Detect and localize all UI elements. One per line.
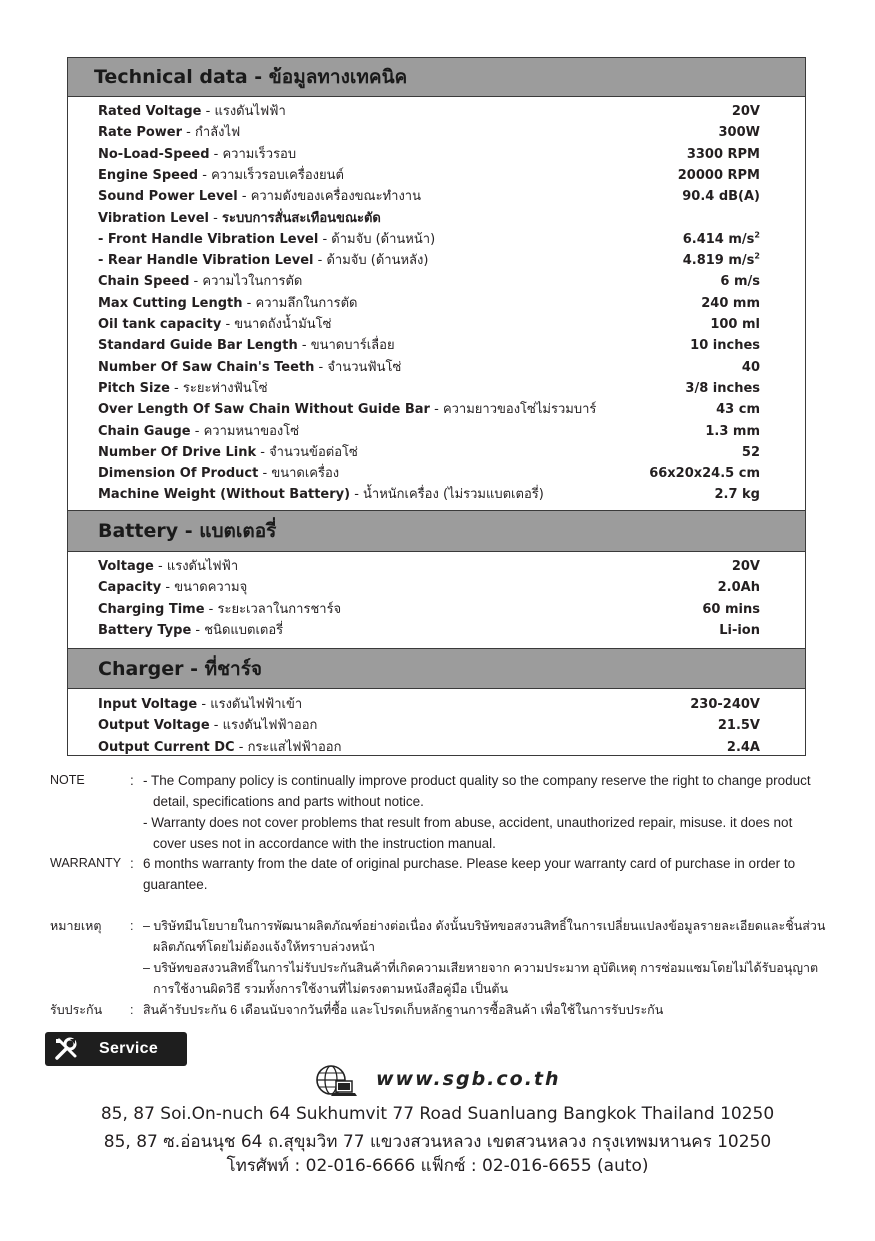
technical-data-header [68,58,805,97]
spec-label-en: Output Voltage [98,718,210,734]
spec-row [98,250,760,271]
spec-row [98,399,760,420]
spec-label-sep: - [201,104,215,119]
spec-label [98,101,286,122]
spec-label-sep: - [234,739,248,755]
address-thai: 85, 87 ซ.อ่อนนุช 64 ถ.สุขุมวิท 77 แขวงสวนหลวง เขตสวนหลวง กรุงเทพมหานคร 10250 [103,1132,772,1152]
spec-row [98,357,760,378]
spec-value-text: 20V [731,559,760,574]
spec-label-en: Over Length Of Saw Chain Without Guide Bar [98,402,430,418]
spec-label-sep: - [314,359,328,375]
spec-value-text: 52 [741,444,760,460]
spec-label-en: Voltage [98,559,154,574]
spec-label [98,399,596,420]
battery-header [68,510,805,552]
spec-label-th: ความยาวของโซ่ไม่รวมบาร์ [442,402,597,418]
spec-value [720,271,760,292]
spec-row [98,293,760,314]
spec-value [683,229,760,250]
spec-value-text: 90.4 dB(A) [682,189,760,205]
spec-label-sep: - [153,559,167,574]
spec-label-en: Pitch Size [98,380,170,396]
spec-row [98,271,760,292]
spec-value [702,599,760,620]
spec-row [98,144,760,165]
spec-label [98,421,299,442]
spec-label-en: Engine Speed [98,167,199,183]
spec-value-text: 230-240V [690,697,760,712]
note-key: NOTE [50,773,85,787]
spec-label [98,335,395,356]
spec-label-en: Sound Power Level [98,189,238,205]
spec-label [98,250,428,271]
thai-note-key: หมายเหตุ [50,919,102,933]
spec-value [690,335,760,356]
spec-label-sep: - [204,601,218,617]
spec-label-sep: - [198,167,212,183]
technical-data-title: Technical data - ข้อมูลทางเทคนิค [94,66,408,88]
spec-row [98,694,760,715]
spec-row [98,737,760,758]
spec-value-exponent: 2 [754,230,760,240]
spec-value [718,577,760,598]
spec-label-en: Vibration Level [98,210,210,226]
warranty-colon: : [130,856,134,871]
spec-label-en: Oil tank capacity [98,317,222,332]
spec-value [716,399,760,420]
spec-row [98,165,760,186]
thai-warranty-line: สินค้ารับประกัน 6 เดือนนับจากวันที่ซื้อ และโปรดเก็บหลักฐานการซื้อสินค้า เพื่อใช้ในการรับประกัน [143,1003,664,1017]
spec-label [98,293,357,314]
spec-label-th: ขนาดบาร์เลื่อย [310,338,395,354]
spec-value-text: 1.3 mm [705,423,760,439]
spec-value-text: 10 inches [690,338,760,354]
spec-label-th: แรงดันไฟฟ้าเข้า [210,697,303,712]
spec-label [98,314,331,335]
spec-label-th: แรงดันไฟฟ้า [166,559,239,574]
spec-row [98,599,760,620]
spec-label-sep: - [318,231,332,247]
globe-laptop-icon [314,1064,358,1100]
spec-label-sep: - [209,146,223,162]
spec-label-sep: - [182,125,196,141]
spec-value-text: 66x20x24.5 cm [649,466,760,482]
spec-label-sep: - [189,274,203,290]
warranty-line: guarantee. [143,877,208,892]
spec-label-th: ความดังของเครื่องขณะทำงาน [250,189,421,205]
spec-label [98,271,302,292]
spec-label-en: Chain Speed [98,274,190,290]
spec-label [98,484,544,505]
spec-row [98,442,760,463]
spec-label-sep: - [429,402,443,418]
spec-value-text: 3/8 inches [685,380,760,396]
spec-label-en: Output Current DC [98,739,235,755]
spec-value [742,357,760,378]
website-url[interactable]: www.sgb.co.th [376,1068,561,1090]
service-label: Service [99,1040,159,1057]
spec-label-th: ระยะเวลาในการชาร์จ [217,601,342,617]
spec-label-sep: - [242,295,256,311]
spec-row [98,335,760,356]
spec-label-en: Capacity [98,580,162,596]
charger-title: Charger - ที่ชาร์จ [98,657,263,680]
spec-label [98,599,341,620]
spec-value-text: 2.7 kg [714,487,760,503]
thai-note-colon: : [130,919,134,933]
spec-value-text: 6 m/s [720,274,760,290]
warranty-line: 6 months warranty from the date of original purchase. Please keep your warranty card of purchase in order to [143,856,796,871]
note-line: - Warranty does not cover problems that result from abuse, accident, unauthorized repair, misuse. it does not [143,815,793,830]
spec-label-en: Number Of Saw Chain's Teeth [98,359,315,375]
spec-label-th: ชนิดแบตเตอรี่ [204,622,284,638]
spec-label-th: กระแสไฟฟ้าออก [247,739,342,755]
spec-value [710,314,760,335]
spec-label-th: ความเร็วรอบเครื่องยนต์ [211,167,344,183]
spec-label [98,144,296,165]
spec-label-th: ความลึกในการตัด [255,295,358,311]
note-colon: : [130,773,134,788]
charger-header [68,648,805,689]
spec-label-sep: - [191,622,205,638]
spec-label [98,694,302,715]
warranty-key: WARRANTY [50,856,122,870]
thai-note-line: – บริษัทมีนโยบายในการพัฒนาผลิตภัณฑ์อย่างต่อเนื่อง ดังนั้นบริษัทขอสงวนสิทธิ์ในการเปลี่ยนแปลงข้อมูลรายละเอียดและชิ้นส่วน [143,919,826,933]
spec-row [98,556,760,577]
spec-value-text: 300W [718,125,760,141]
spec-label-th: ความหนาของโซ่ [203,423,300,439]
spec-label [98,556,238,577]
spec-value [732,556,760,577]
spec-label [98,165,344,186]
spec-label-sep: - [209,718,223,734]
spec-row [98,101,760,122]
thai-warranty-text [143,1000,833,1021]
wrench-screwdriver-icon [53,1036,79,1062]
spec-label-sep: - [209,210,222,226]
spec-label-th: น้ำหนักเครื่อง (ไม่รวมแบตเตอรี่) [363,487,544,503]
spec-label-sep: - [221,317,235,332]
spec-label-th: ความไวในการตัด [202,274,303,290]
spec-row [98,378,760,399]
spec-label-sep: - [313,253,327,269]
spec-label-en: Max Cutting Length [98,295,243,311]
spec-label-en: Machine Weight (Without Battery) [98,487,351,503]
spec-label-en: - Rear Handle Vibration Level [98,253,314,269]
spec-value [732,101,760,122]
spec-value [742,442,760,463]
thai-note-text [143,916,833,1000]
spec-row [98,620,760,641]
service-badge [45,1032,187,1066]
spec-value-text: 240 mm [701,295,760,311]
spec-label [98,186,421,207]
spec-label-en: Input Voltage [98,697,198,712]
spec-label [98,715,317,736]
spec-label [98,737,341,758]
spec-label-th: ขนาดถังน้ำมันโซ่ [234,317,332,332]
spec-value-text: 6.414 m/s [682,231,755,247]
spec-label-en: Number Of Drive Link [98,444,257,460]
battery-title: Battery - แบตเตอรี่ [98,520,277,542]
spec-label-sep: - [237,189,251,205]
spec-value-text: Li-ion [719,622,760,638]
spec-label [98,357,401,378]
spec-row [98,577,760,598]
thai-warranty-colon: : [130,1003,134,1017]
spec-label [98,620,283,641]
phone-fax: โทรศัพท์ : 02-016-6666 แฟ็กซ์ : 02-016-6655 (auto) [226,1156,649,1176]
spec-label-sep: - [350,487,364,503]
thai-note-line: การใช้งานผิดวิธี รวมทั้งการใช้งานที่ไม่ตรงตามหนังสือคู่มือ เป็นต้น [153,982,509,996]
spec-value-text: 2.4A [726,739,760,755]
spec-label-en: Rated Voltage [98,104,202,119]
spec-label-sep: - [258,466,272,482]
spec-label-th: จำนวนข้อต่อโซ่ [269,444,358,460]
spec-value-exponent: 2 [754,251,760,261]
note-text [143,770,833,854]
spec-label-th: แรงดันไฟฟ้าออก [222,718,318,734]
specification-table [67,57,806,756]
spec-label [98,378,268,399]
spec-value-text: 20000 RPM [677,167,760,183]
spec-label-en: No-Load-Speed [98,146,210,162]
spec-label-sep: - [297,338,311,354]
spec-value [718,715,760,736]
spec-value [690,694,760,715]
spec-label-en: Battery Type [98,622,192,638]
spec-label [98,577,247,598]
spec-label-sep: - [256,444,270,460]
spec-label-en: - Front Handle Vibration Level [98,231,319,247]
note-line: cover uses not in accordance with the instruction manual. [153,836,496,851]
spec-value-text: 3300 RPM [686,146,760,162]
spec-label-th: ด้ามจับ (ด้านหน้า) [331,231,436,247]
spec-value [687,144,760,165]
spec-label-th: ความเร็วรอบ [222,146,297,162]
spec-label-en: Chain Gauge [98,423,191,439]
note-line: - The Company policy is continually improve product quality so the company reserve the right to change product [143,773,811,788]
spec-label-th: กำลังไฟ [195,125,241,141]
spec-row [98,208,760,229]
thai-warranty-key: รับประกัน [50,1003,103,1017]
spec-row [98,484,760,505]
spec-row [98,421,760,442]
spec-value [685,378,760,399]
spec-value [682,186,760,207]
spec-value [705,421,760,442]
spec-value [701,293,760,314]
spec-label-th: ขนาดความจุ [174,580,248,596]
spec-label-th: ระยะห่างฟันโซ่ [182,380,268,396]
spec-label-en: Charging Time [98,601,205,617]
spec-label [98,122,240,143]
spec-value [714,484,760,505]
spec-label-th: จำนวนฟันโซ่ [327,359,402,375]
spec-value-text: 43 cm [716,402,760,418]
spec-value [649,463,760,484]
spec-value [683,250,760,271]
spec-value [719,122,760,143]
thai-note-line: ผลิตภัณฑ์โดยไม่ต้องแจ้งให้ทราบล่วงหน้า [153,940,376,954]
spec-row [98,463,760,484]
spec-label [98,463,339,484]
spec-label-en: Dimension Of Product [98,466,259,482]
spec-value [719,620,760,641]
spec-value [727,737,760,758]
spec-value-text: 4.819 m/s [682,253,755,269]
spec-value [678,165,760,186]
spec-value-text: 100 ml [710,317,760,332]
spec-value-text: 60 mins [702,601,760,617]
spec-label-th: ขนาดเครื่อง [271,466,340,482]
address-english: 85, 87 Soi.On-nuch 64 Sukhumvit 77 Road Suanluang Bangkok Thailand 10250 [100,1104,775,1124]
spec-row [98,122,760,143]
spec-row [98,186,760,207]
note-line: detail, specifications and parts without notice. [153,794,424,809]
spec-value-text: 40 [741,359,760,375]
spec-value-text: 21.5V [717,718,760,734]
spec-row [98,314,760,335]
spec-label-sep: - [169,380,183,396]
spec-label [98,229,435,250]
spec-label-sep: - [190,423,204,439]
spec-value-text: 20V [731,104,760,119]
spec-label [98,208,381,229]
spec-label [98,442,358,463]
spec-label-th: ระบบการสั่นสะเทือนขณะตัด [221,210,381,226]
thai-note-line: – บริษัทขอสงวนสิทธิ์ในการไม่รับประกันสินค้าที่เกิดความเสียหายจาก ความประมาท อุบัติเหตุ การซ่อมแซมโดยไม่ได้รับอนุญาต [143,961,819,975]
spec-label-sep: - [197,697,211,712]
spec-label-en: Rate Power [98,125,183,141]
spec-row [98,229,760,250]
spec-label-th: แรงดันไฟฟ้า [214,104,286,119]
spec-label-sep: - [161,580,175,596]
spec-row [98,715,760,736]
spec-value-text: 2.0Ah [717,580,760,596]
spec-label-th: ด้ามจับ (ด้านหลัง) [326,253,429,269]
warranty-text [143,853,833,895]
spec-label-en: Standard Guide Bar Length [98,338,298,354]
